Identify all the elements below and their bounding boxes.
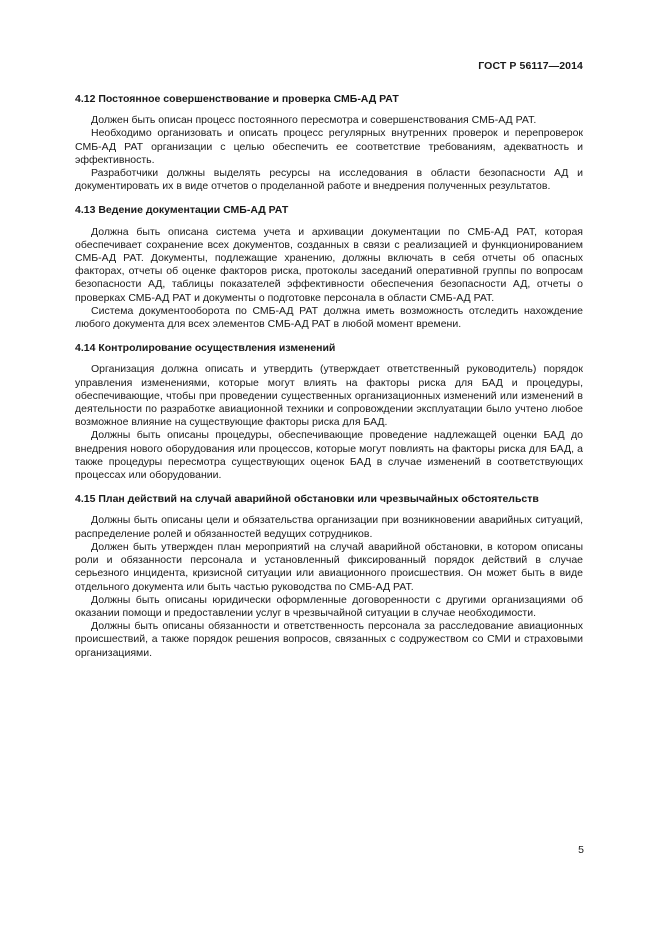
paragraph: Организация должна описать и утвердить (утверждает ответственный руководитель) порядок управления изменениями, которые могут влиять на факторы риска для БАД и процедуры, обеспечивающие, чтобы при проведении существенных организационных изменений или изменений в деятельности по разработке авиационной техники и сопровождении эксплуатации было учтено любое возможное влияние на существующие факторы риска для БАД.: [75, 363, 583, 429]
paragraph: Система документооборота по СМБ-АД РАТ должна иметь возможность отследить нахождение любого документа для всех элементов СМБ-АД РАТ в любой момент времени.: [75, 304, 583, 331]
paragraph: Должен быть утвержден план мероприятий на случай аварийной обстановки, в котором описаны роли и обязанности персонала и установленный фиксированный порядок действий в случае серьезного инцидента, кризисной ситуации или авиационного происшествия. Он может быть в виде отдельного документа или быть частью руководства по СМБ-АД РАТ.: [75, 540, 583, 593]
document-body: [75, 93, 583, 660]
section-4-13: [75, 204, 583, 331]
standard-designation: ГОСТ Р 56117—2014: [478, 60, 583, 72]
paragraph: Должны быть описаны юридически оформленные договоренности с другими организациями об оказании помощи и предоставлении услуг в чрезвычайной ситуации в случае необходимости.: [75, 593, 583, 619]
paragraph: Должны быть описаны цели и обязательства организации при возникновении аварийных ситуаций, распределение ролей и обязанностей ведущих сотрудников.: [75, 514, 583, 540]
paragraph: Должны быть описаны обязанности и ответственность персонала за расследование авиационных происшествий, а также порядок решения вопросов, связанных с содружеством со СМИ и страховыми организациями.: [75, 620, 583, 659]
paragraph: Должны быть описаны процедуры, обеспечивающие проведение надлежащей оценки БАД до внедрения нового оборудования или процессов, которые могут повлиять на факторы риска для БАД, а также процедуры пересмотра существующих оценок БАД в случае изменений в соответствующих процессах или оборудовании.: [75, 429, 583, 482]
paragraph: Разработчики должны выделять ресурсы на исследования в области безопасности АД и документировать их в виде отчетов о проделанной работе и внедрения полученных результатов.: [75, 167, 583, 193]
section-4-15: [75, 493, 583, 659]
section-4-12: [75, 93, 583, 193]
section-title: 4.12 Постоянное совершенствование и проверка СМБ-АД РАТ: [75, 93, 399, 105]
section-4-14: [75, 342, 583, 482]
section-title: 4.13 Ведение документации СМБ-АД РАТ: [75, 204, 289, 217]
section-title: 4.14 Контролирование осуществления изменений: [75, 342, 336, 355]
paragraph: Должна быть описана система учета и архивации документации по СМБ-АД РАТ, которая обеспечивает сохранение всех документов, созданных в связи с реализацией и функционированием СМБ-АД РАТ. Документы, подлежащие хранению, должны включать в себя отчеты об опасных факторах, отчеты об оценке факторов риска, протоколы заседаний оперативной группы по вопросам безопасности АД, таблицы показателей эффективности обеспечения безопасности АД, отчеты о проверках СМБ-АД РАТ и документы о подготовке персонала в области СМБ-АД РАТ.: [75, 225, 583, 304]
section-title: 4.15 План действий на случай аварийной обстановки или чрезвычайных обстоятельств: [75, 493, 539, 506]
page-number: 5: [578, 844, 584, 856]
paragraph: Должен быть описан процесс постоянного пересмотра и совершенствования СМБ-АД РАТ.: [91, 114, 537, 127]
paragraph: Необходимо организовать и описать процесс регулярных внутренних проверок и перепроверок СМБ-АД РАТ организации с целью обеспечить ее соответствие требованиям, адекватность и эффективность.: [75, 127, 583, 166]
